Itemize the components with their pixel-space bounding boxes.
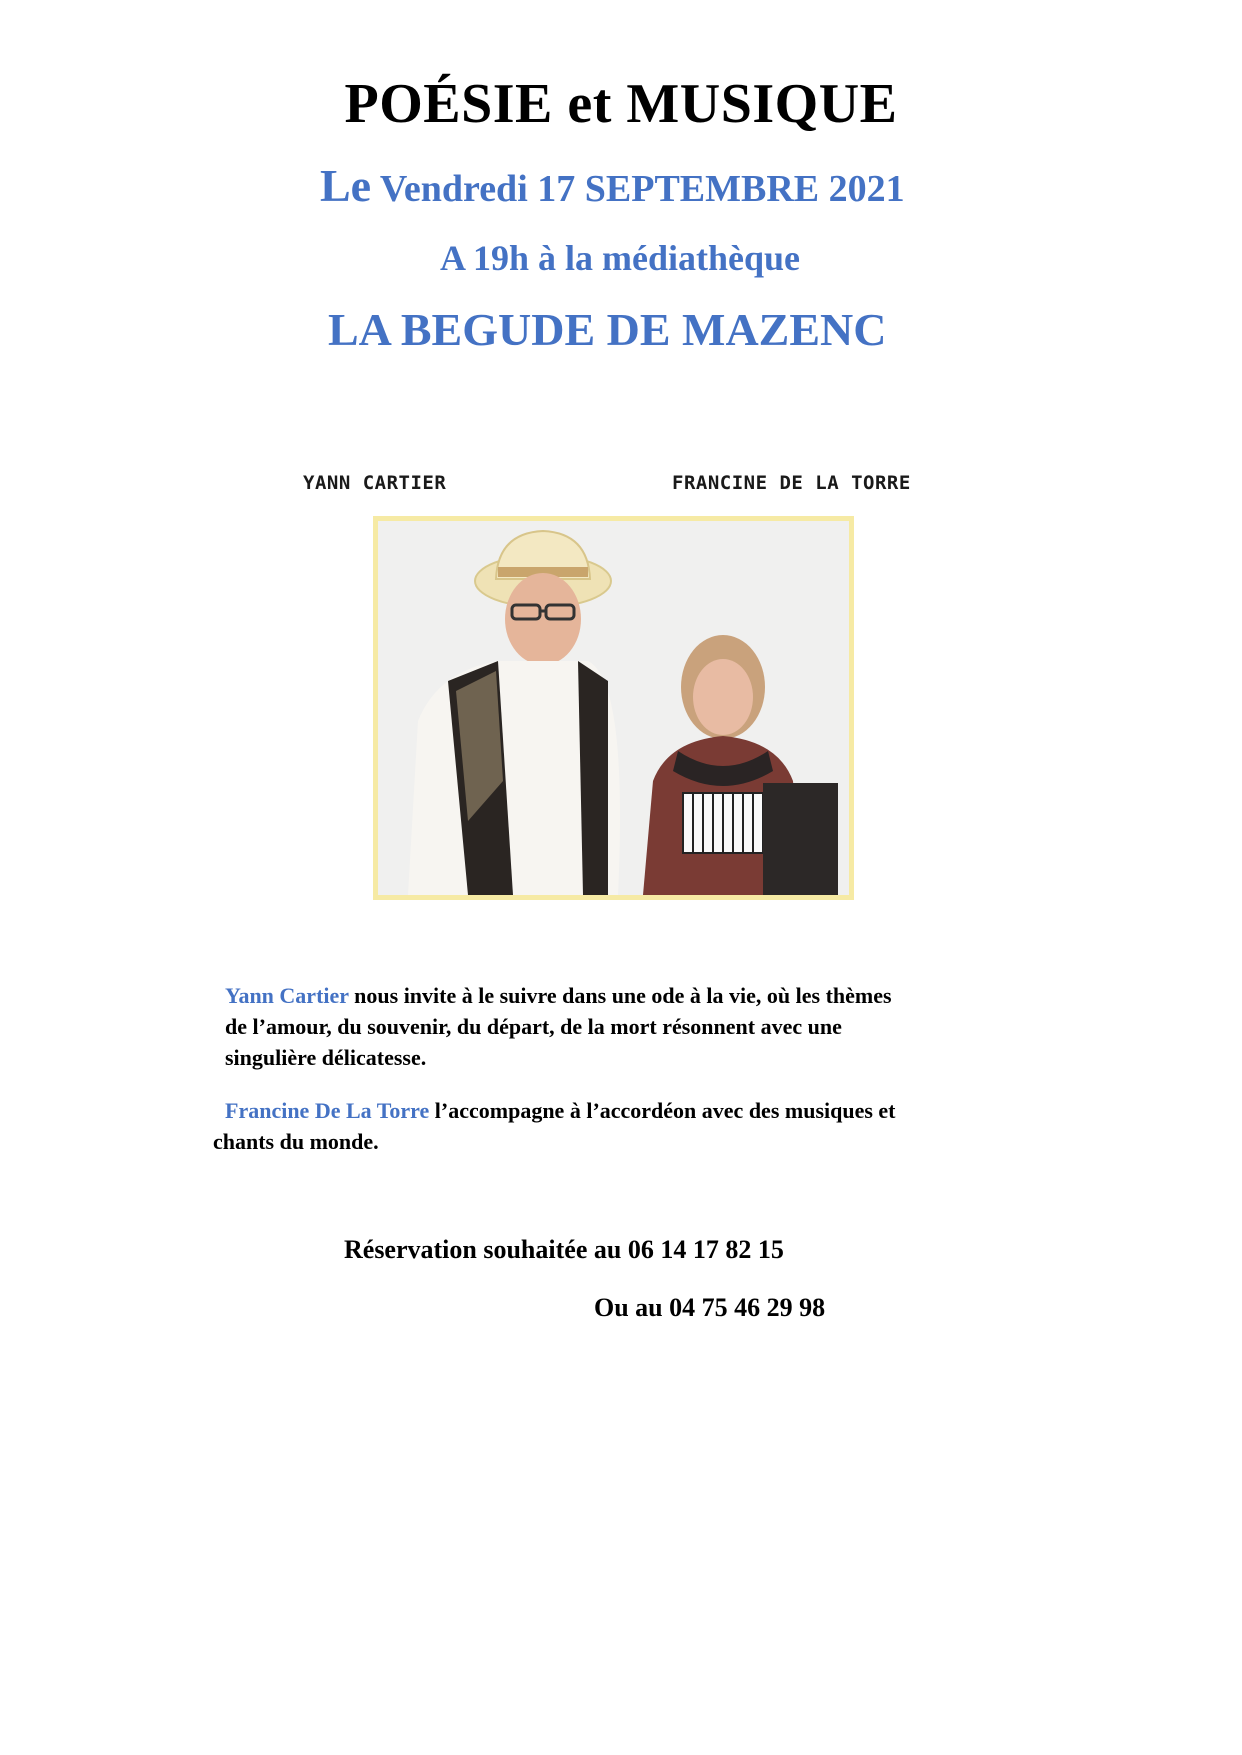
event-venue: LA BEGUDE DE MAZENC <box>328 304 887 355</box>
artist-label-right: FRANCINE DE LA TORRE <box>672 472 911 494</box>
date-prefix: Le <box>320 160 372 211</box>
description-paragraph-1: Yann Cartier nous invite à le suivre dans une ode à la vie, où les thèmes de l’amour, du souvenir, du départ, de la mort résonnent avec une singulière délicatesse. <box>225 983 892 1070</box>
artists-photo <box>378 521 849 895</box>
artists-photo-frame <box>373 516 854 900</box>
event-date <box>320 162 905 213</box>
date-text: Vendredi 17 SEPTEMBRE 2021 <box>371 168 905 210</box>
event-time-place: A 19h à la médiathèque <box>440 238 801 278</box>
reservation-phone-2: Ou au 04 75 46 29 98 <box>594 1293 826 1322</box>
poster-title: POÉSIE et MUSIQUE <box>344 73 898 135</box>
artist-label-left: YANN CARTIER <box>303 472 447 494</box>
description-paragraph-2: Francine De La Torre l’accompagne à l’accordéon avec des musiques et chants du monde. <box>213 1098 896 1154</box>
artist-name-francine: Francine De La Torre <box>225 1098 430 1123</box>
reservation-phone-1: Réservation souhaitée au 06 14 17 82 15 <box>344 1235 784 1264</box>
artist-name-yann: Yann Cartier <box>225 983 349 1008</box>
